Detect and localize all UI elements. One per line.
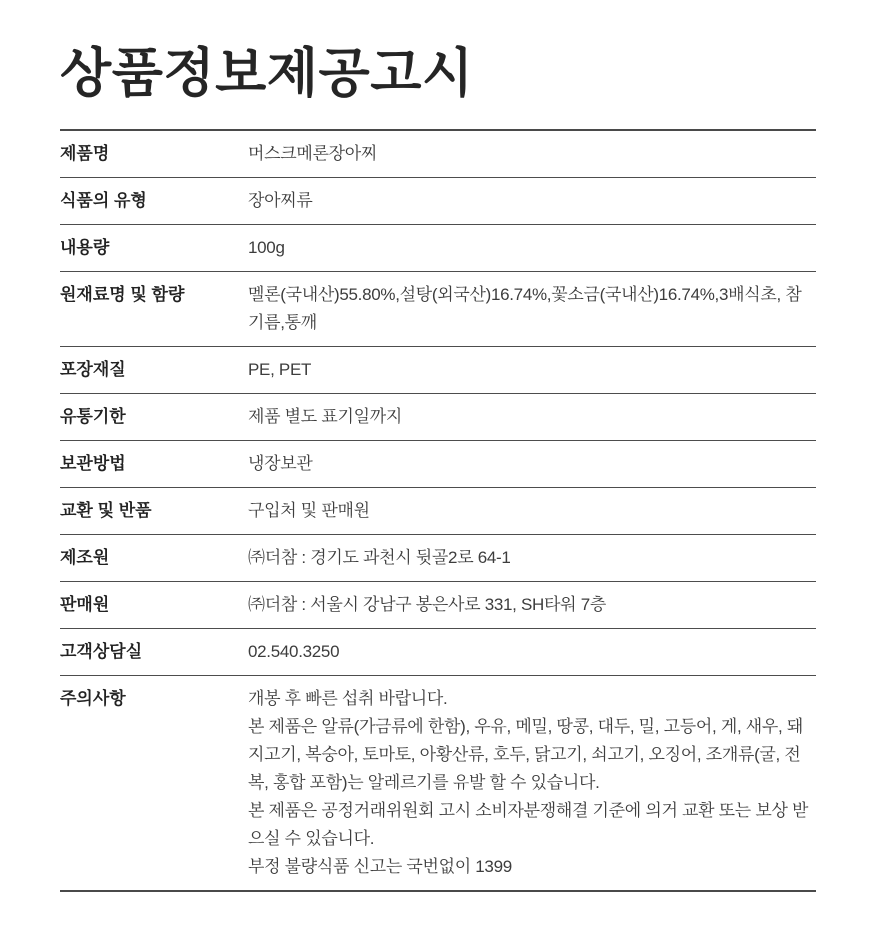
value-paragraph: 개봉 후 빠른 섭취 바랍니다. bbox=[248, 689, 448, 708]
table-row bbox=[60, 272, 816, 347]
row-label: 내용량 bbox=[60, 238, 110, 257]
table-row bbox=[60, 178, 816, 225]
row-value: ㈜더참 : 경기도 과천시 뒷골2로 64-1 bbox=[248, 548, 511, 567]
row-value bbox=[248, 676, 816, 890]
value-paragraph: 부정 불량식품 신고는 국번없이 1399 bbox=[248, 857, 512, 876]
table-row bbox=[60, 535, 816, 582]
row-label: 교환 및 반품 bbox=[60, 501, 152, 520]
row-value: 02.540.3250 bbox=[248, 642, 340, 661]
row-label: 제조원 bbox=[60, 548, 110, 567]
table-row bbox=[60, 582, 816, 629]
table-row bbox=[60, 225, 816, 272]
row-label: 보관방법 bbox=[60, 454, 126, 473]
table-row bbox=[60, 676, 816, 890]
row-value: 구입처 및 판매원 bbox=[248, 501, 370, 520]
value-paragraph: 본 제품은 공정거래위원회 고시 소비자분쟁해결 기준에 의거 교환 또는 보상 받으실 수 있습니다. bbox=[248, 801, 809, 848]
row-label: 주의사항 bbox=[60, 689, 126, 708]
row-label: 제품명 bbox=[60, 144, 110, 163]
row-label: 식품의 유형 bbox=[60, 191, 147, 210]
row-label: 고객상담실 bbox=[60, 642, 143, 661]
row-label: 원재료명 및 함량 bbox=[60, 285, 185, 304]
row-value: 100g bbox=[248, 238, 285, 257]
value-paragraph: 본 제품은 알류(가금류에 한함), 우유, 메밀, 땅콩, 대두, 밀, 고등어, 게, 새우, 돼지고기, 복숭아, 토마토, 아황산류, 호두, 닭고기, 쇠고기, 오징어, 조개류(굴, 전복, 홍합 포함)는 알레르기를 유발 할 수 있습니다. bbox=[248, 717, 804, 792]
row-value: 제품 별도 표기일까지 bbox=[248, 407, 402, 426]
content-container bbox=[60, 0, 816, 892]
page-title: 상품정보제공고시 bbox=[60, 42, 474, 104]
table-row bbox=[60, 131, 816, 178]
table-row bbox=[60, 347, 816, 394]
table-row bbox=[60, 394, 816, 441]
row-value: 장아찌류 bbox=[248, 191, 313, 210]
row-value: 멜론(국내산)55.80%,설탕(외국산)16.74%,꽃소금(국내산)16.74%,3배식초, 참기름,통깨 bbox=[248, 285, 802, 332]
table-row bbox=[60, 488, 816, 535]
row-value: PE, PET bbox=[248, 360, 312, 379]
row-value: 냉장보관 bbox=[248, 454, 313, 473]
product-info-table bbox=[60, 129, 816, 892]
row-label: 유통기한 bbox=[60, 407, 126, 426]
row-label: 판매원 bbox=[60, 595, 110, 614]
table-row bbox=[60, 629, 816, 676]
table-row bbox=[60, 441, 816, 488]
row-label: 포장재질 bbox=[60, 360, 126, 379]
row-value: ㈜더참 : 서울시 강남구 봉은사로 331, SH타워 7층 bbox=[248, 595, 606, 614]
row-value: 머스크메론장아찌 bbox=[248, 144, 377, 163]
